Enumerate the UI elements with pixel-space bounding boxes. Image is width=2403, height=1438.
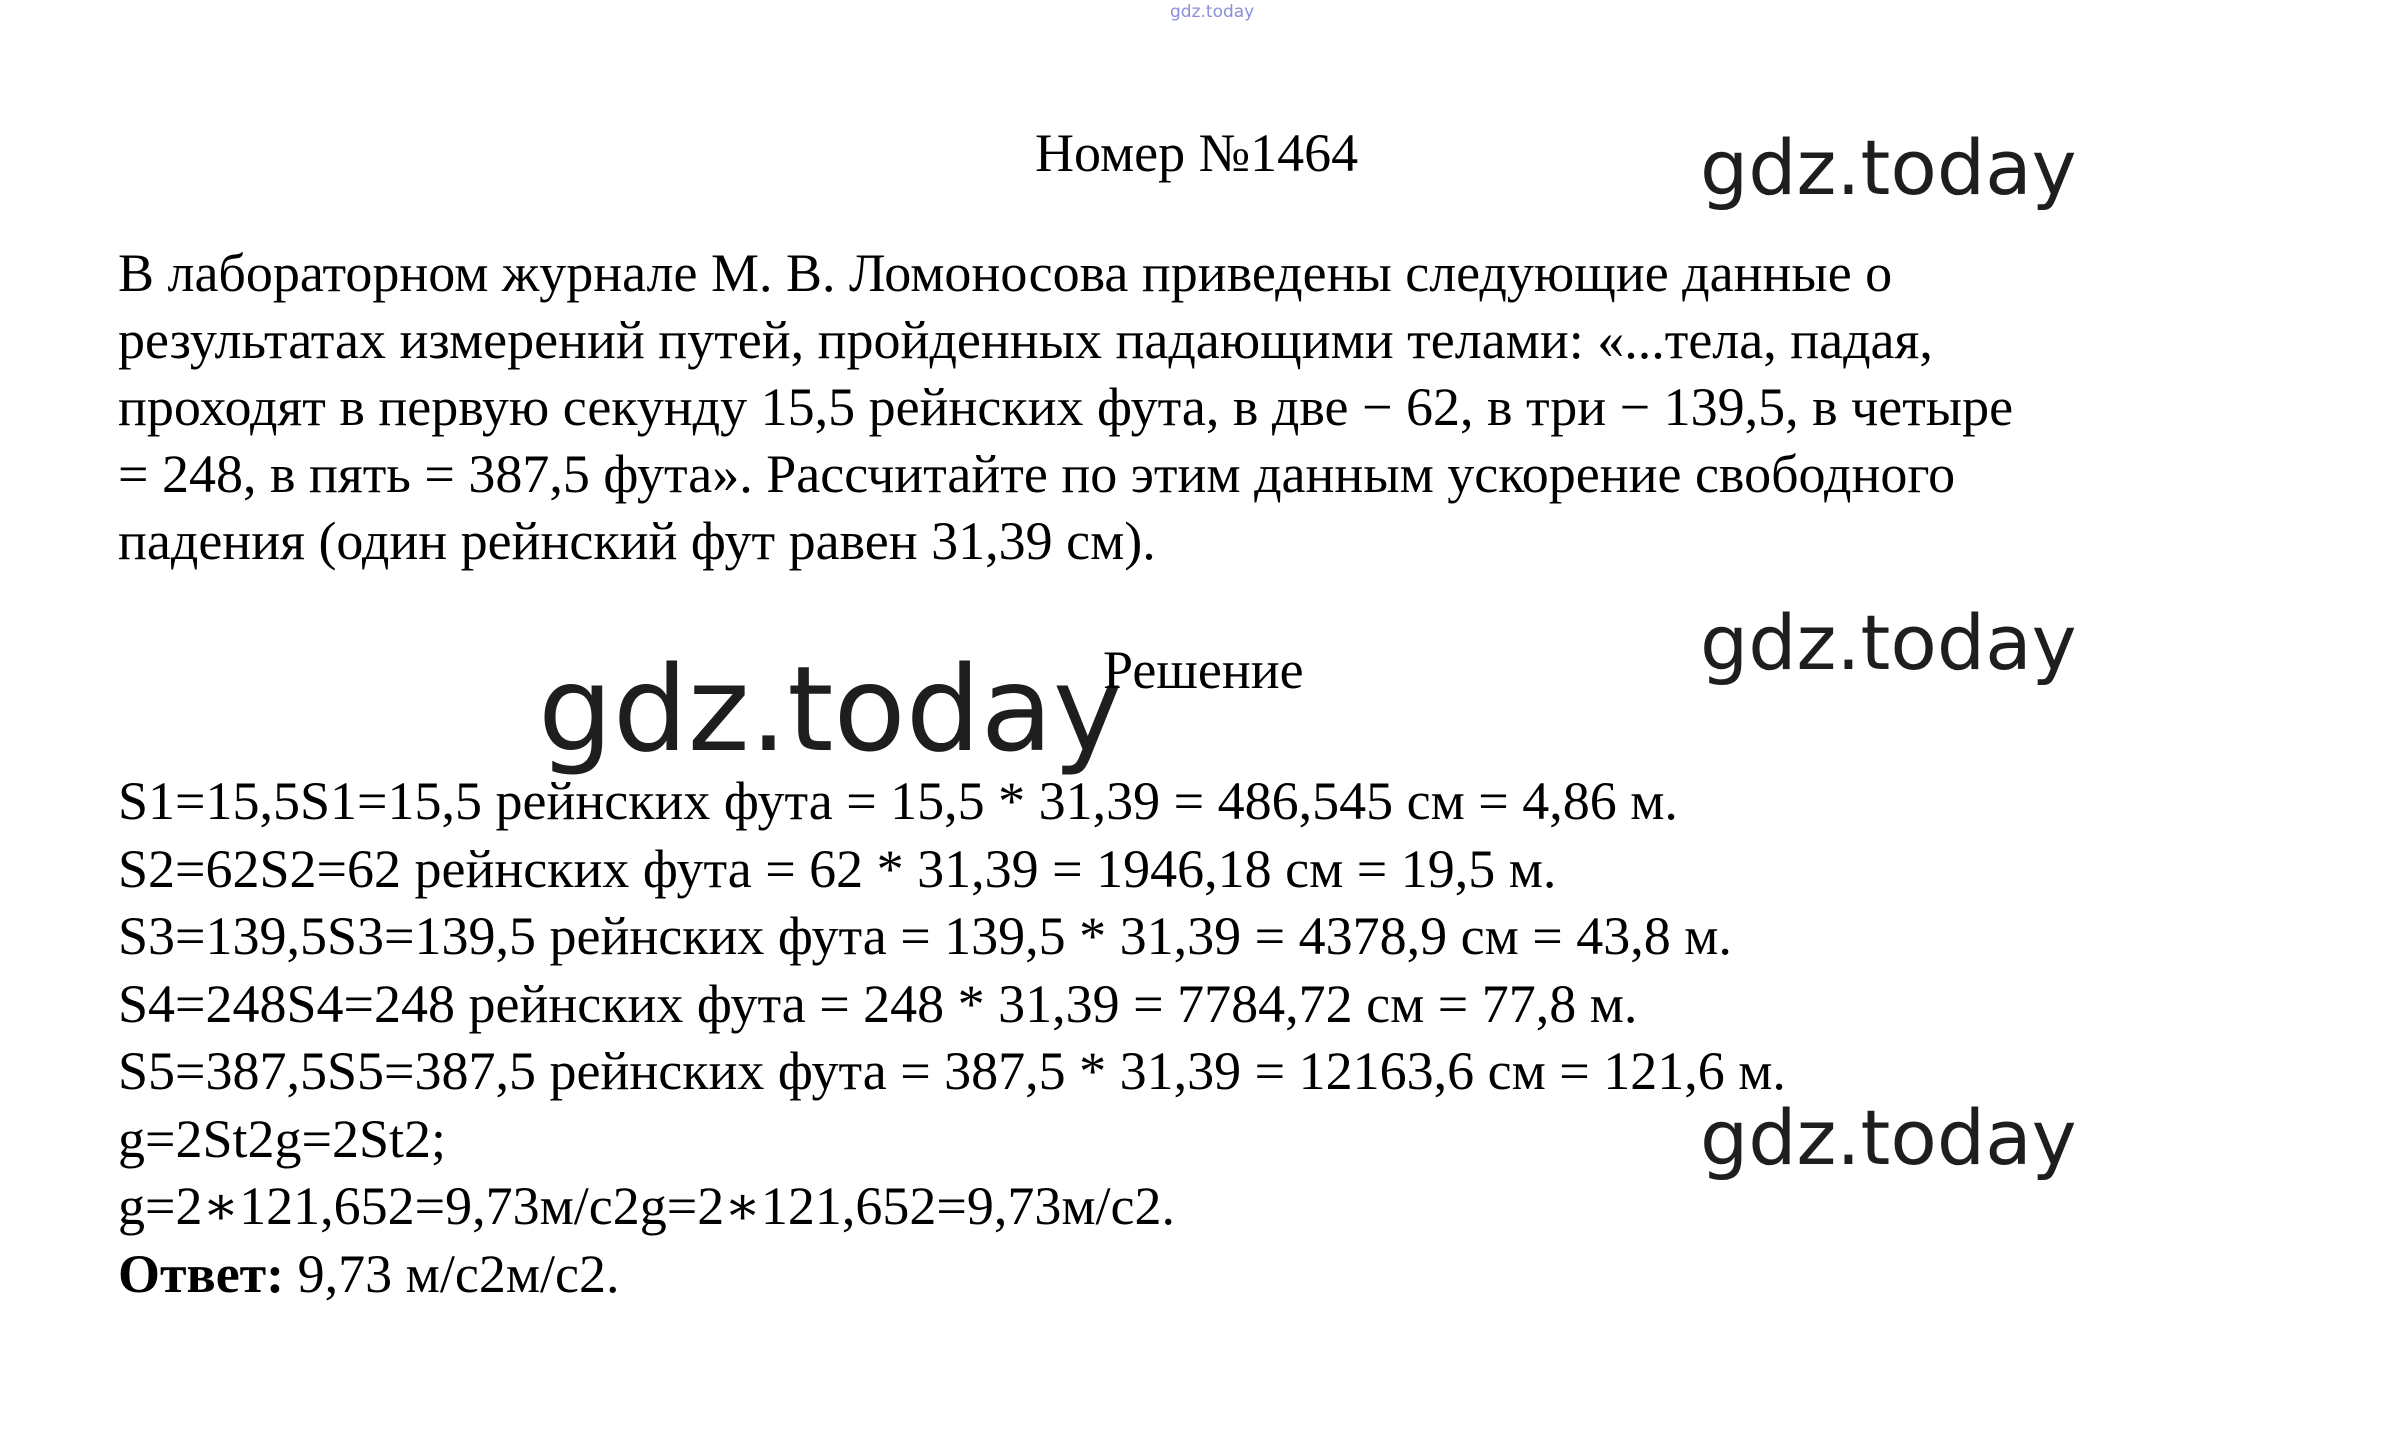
problem-line: В лабораторном журнале М. В. Ломоносова приведены следующие данные о [118,243,1893,303]
problem-text [118,240,2358,575]
problem-line: падения (один рейнский фут равен 31,39 см). [118,511,1156,571]
watermark-3: gdz.today [538,640,1123,778]
problem-line: = 248, в пять = 387,5 фута». Рассчитайте по этим данным ускорение свободного [118,444,1956,504]
answer-label: Ответ: [118,1243,285,1304]
problem-line: проходят в первую секунду 15,5 рейнских фута, в две − 62, в три − 139,5, в четыре [118,377,2014,437]
solution-line: S2=62S2=62 рейнских фута = 62 * 31,39 = 1946,18 см = 19,5 м. [118,838,1557,899]
watermark-2: gdz.today [1700,598,2077,687]
solution-line: g=2St2g=2St2; [118,1108,446,1169]
solution-line: S5=387,5S5=387,5 рейнских фута = 387,5 * 31,39 = 12163,6 см = 121,6 м. [118,1041,1786,1101]
solution-line: S1=15,5S1=15,5 рейнских фута = 15,5 * 31,39 = 486,545 см = 4,86 м. [118,771,1678,831]
watermark-1: gdz.today [1700,123,2077,212]
solution-text [118,768,1786,1308]
solution-heading: Решение [1103,640,1304,700]
solution-line: S4=248S4=248 рейнских фута = 248 * 31,39 = 7784,72 см = 77,8 м. [118,973,1638,1034]
top-watermark: gdz.today [1170,2,1255,22]
answer-line [118,1241,1786,1309]
page-title: Номер №1464 [1035,123,1359,183]
answer-value: 9,73 м/с2м/с2. [284,1243,620,1304]
watermark-4: gdz.today [1700,1093,2077,1182]
solution-line: S3=139,5S3=139,5 рейнских фута = 139,5 * 31,39 = 4378,9 см = 43,8 м. [118,906,1732,966]
solution-line: g=2∗121,652=9,73м/с2g=2∗121,652=9,73м/с2. [118,1176,1176,1236]
problem-line: результатах измерений путей, пройденных падающими телами: «...тела, падая, [118,310,1933,370]
